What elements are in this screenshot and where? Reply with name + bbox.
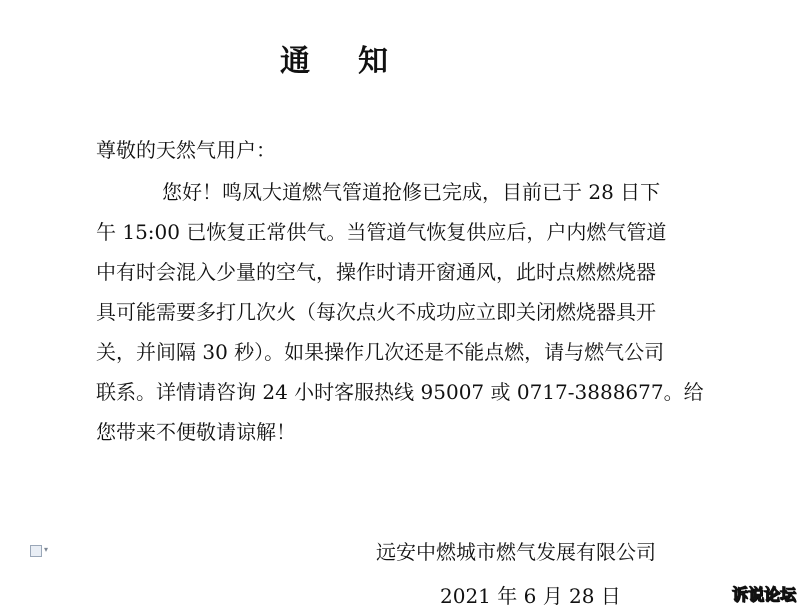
body-line: 您好！鸣凤大道燃气管道抢修已完成，目前已于 28 日下 bbox=[162, 180, 661, 204]
chevron-down-icon[interactable]: ▾ bbox=[44, 545, 49, 554]
notice-body bbox=[96, 172, 704, 452]
watermark: 诉说论坛 bbox=[731, 585, 796, 604]
body-line: 关，并间隔 30 秒）。如果操作几次还是不能点燃，请与燃气公司 bbox=[96, 340, 665, 364]
body-line: 中有时会混入少量的空气，操作时请开窗通风，此时点燃燃烧器 bbox=[96, 260, 656, 284]
notice-title-char: 知 bbox=[358, 44, 390, 79]
notice-date: 2021 年 6 月 28 日 bbox=[440, 584, 621, 608]
notice-title-char: 通 bbox=[280, 44, 312, 79]
document-icon[interactable] bbox=[30, 545, 42, 557]
body-line: 联系。详情请咨询 24 小时客服热线 95007 或 0717-3888677。给 bbox=[96, 380, 704, 404]
body-line: 午 15:00 已恢复正常供气。当管道气恢复供应后，户内燃气管道 bbox=[96, 220, 667, 244]
body-line: 具可能需要多打几次火（每次点火不成功应立即关闭燃烧器具开 bbox=[96, 300, 656, 324]
notice-title bbox=[0, 36, 670, 80]
greeting: 尊敬的天然气用户： bbox=[96, 138, 276, 162]
body-line: 您带来不便敬请谅解！ bbox=[96, 420, 296, 444]
signature: 远安中燃城市燃气发展有限公司 bbox=[376, 540, 656, 564]
